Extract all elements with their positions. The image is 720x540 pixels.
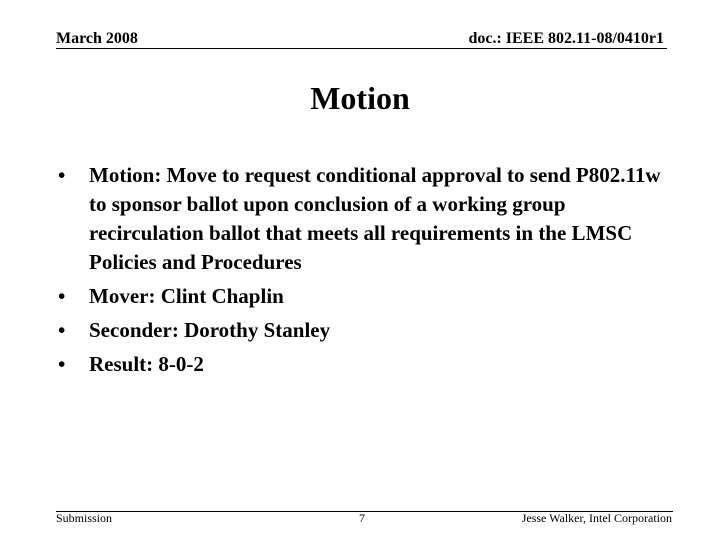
bullet-dot-icon: •	[58, 318, 66, 342]
bullet-item-mover	[58, 282, 668, 311]
footer-author: Jesse Walker, Intel Corporation	[521, 511, 672, 525]
slide-title: Motion	[310, 80, 410, 116]
header-doc-id: doc.: IEEE 802.11-08/0410r1	[468, 30, 664, 47]
bullet-text: Mover: Clint Chaplin	[89, 284, 284, 308]
footer-submission: Submission	[56, 511, 113, 525]
bullet-dot-icon: •	[58, 163, 66, 187]
header-date: March 2008	[56, 30, 138, 47]
bullet-text: Result: 8-0-2	[89, 352, 204, 376]
bullet-text: Seconder: Dorothy Stanley	[89, 318, 331, 342]
page-number: 7	[359, 511, 365, 525]
bullet-dot-icon: •	[58, 284, 66, 308]
bullet-item-motion	[58, 161, 668, 277]
header-divider	[56, 48, 667, 49]
bullet-dot-icon: •	[58, 352, 66, 376]
bullet-item-result	[58, 350, 668, 379]
bullet-list	[58, 161, 668, 384]
bullet-item-seconder	[58, 316, 668, 345]
bullet-text: Motion: Move to request conditional approval to send P802.11w to sponsor ballot upon conclusion of a working group recirculation ballot that meets all requirements in the LMSC Policies and Procedures	[89, 163, 661, 274]
